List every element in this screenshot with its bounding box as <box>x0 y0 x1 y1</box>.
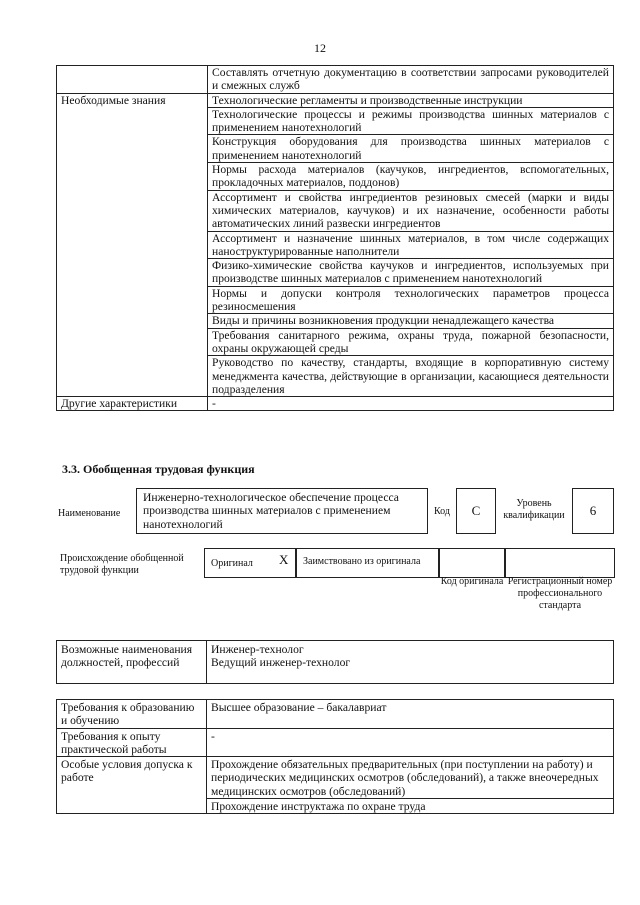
row-label: Другие характеристики <box>57 397 208 411</box>
level-label: Уровень квалификации <box>503 498 565 521</box>
name-value: Инженерно-технологическое обеспечение процесса производства шинных материалов с применением нанотехнологий <box>136 488 428 534</box>
positions-label: Возможные наименования должностей, профессий <box>57 641 207 684</box>
row-value: Технологические процессы и режимы производства шинных материалов с применением нанотехнологий <box>208 107 614 135</box>
knowledge-table <box>56 65 614 411</box>
origin-label: Происхождение обобщенной трудовой функции <box>60 553 184 576</box>
row-value: Прохождение инструктажа по охране труда <box>207 799 614 814</box>
row-label: Требования к опыту практической работы <box>57 728 207 757</box>
row-value: - <box>208 397 614 411</box>
row-value: Высшее образование – бакалавриат <box>207 700 614 729</box>
row-value: Составлять отчетную документацию в соответствии запросами руководителей и смежных служб <box>208 66 614 94</box>
borrowed-label: Заимствовано из оригинала <box>303 556 421 567</box>
section-title: 3.3. Обобщенная трудовая функция <box>62 462 255 476</box>
row-value: Нормы и допуски контроля технологических параметров процесса резиносмешения <box>208 286 614 314</box>
row-value: Конструкция оборудования для производства шинных материалов с применением нанотехнологий <box>208 135 614 163</box>
reg-caption: Регистрационный номер профессионального стандарта <box>507 576 613 611</box>
code-caption: Код оригинала <box>440 576 504 587</box>
position-item: Инженер-технолог <box>211 643 304 656</box>
knowledge-label: Необходимые знания <box>57 93 208 397</box>
row-value: Ассортимент и свойства ингредиентов резиновых смесей (марки и виды химических материалов, каучуков) и их назначение, особенности работы автоматических линий развески ингредиентов <box>208 190 614 231</box>
row-value: Виды и причины возникновения продукции ненадлежащего качества <box>208 314 614 328</box>
table-row <box>57 728 614 757</box>
position-item: Ведущий инженер-технолог <box>211 656 351 670</box>
row-value: Требования санитарного режима, охраны труда, пожарной безопасности, охраны окружающей среды <box>208 328 614 356</box>
table-row <box>57 700 614 729</box>
borrowed-cell <box>296 548 439 578</box>
level-value: 6 <box>572 488 614 534</box>
code-label: Код <box>434 506 450 517</box>
name-label: Наименование <box>58 508 121 519</box>
row-value: Руководство по качеству, стандарты, входящие в корпоративную систему менеджмента качества, действующие в организации, касающиеся деятельности подразделения <box>208 356 614 397</box>
table-row <box>57 66 614 94</box>
code-value: С <box>456 488 496 534</box>
original-code-cell <box>439 548 505 578</box>
table-row <box>57 641 614 684</box>
row-value: Прохождение обязательных предварительных (при поступлении на работу) и периодических медицинских осмотров (обследований), а также внеочередных медицинских осмотров (обследований) <box>207 757 614 799</box>
positions-table <box>56 640 614 684</box>
row-value: - <box>207 728 614 757</box>
table-row <box>57 397 614 411</box>
positions-values <box>207 641 614 684</box>
row-label: Особые условия допуска к работе <box>57 757 207 814</box>
page-number: 12 <box>314 41 326 55</box>
original-label: Оригинал <box>211 558 253 569</box>
row-value: Нормы расхода материалов (каучуков, ингредиентов, вспомогательных, прокладочных материалов, поддонов) <box>208 163 614 191</box>
table-row <box>57 93 614 107</box>
row-value: Ассортимент и назначение шинных материалов, в том числе содержащих наноструктурированные наполнители <box>208 231 614 259</box>
row-label: Требования к образованию и обучению <box>57 700 207 729</box>
row-label <box>57 66 208 94</box>
row-value: Технологические регламенты и производственные инструкции <box>208 93 614 107</box>
table-row <box>57 757 614 799</box>
requirements-table <box>56 699 614 814</box>
original-mark: X <box>279 552 289 567</box>
row-value: Физико-химические свойства каучуков и ингредиентов, используемых при производстве шинных материалов с применением нанотехнологий <box>208 259 614 287</box>
registration-number-cell <box>505 548 615 578</box>
original-cell <box>204 548 296 578</box>
